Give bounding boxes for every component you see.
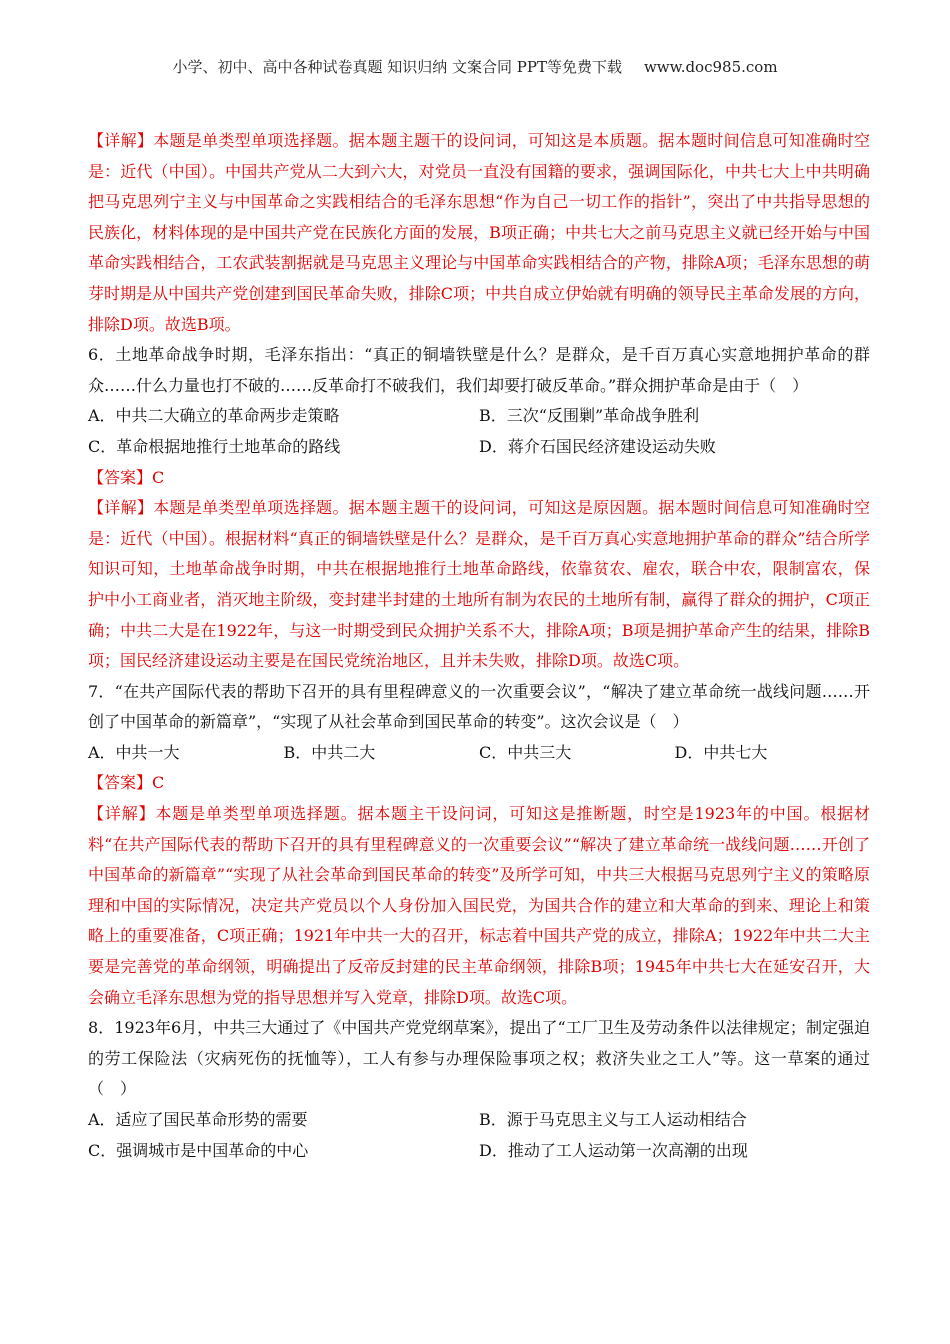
q7-option-a: A．中共一大 (88, 742, 180, 762)
q8-options-row-1 (88, 1105, 870, 1136)
q7-option-b: B．中共二大 (283, 742, 376, 762)
q8-option-b: B．源于马克思主义与工人运动相结合 (479, 1110, 747, 1129)
page-header (0, 56, 950, 77)
q6-option-a: A．中共二大确立的革命两步走策略 (88, 406, 340, 426)
q7-options-row (88, 738, 870, 769)
q7-answer: 【答案】C (88, 773, 165, 793)
header-url[interactable]: www.doc985.com (643, 58, 778, 76)
q8-option-c: C．强调城市是中国革命的中心 (88, 1140, 309, 1160)
q7-option-c: C．中共三大 (479, 742, 572, 762)
header-text: 小学、初中、高中各种试卷真题 知识归纳 文案合同 PPT等免费下载 (172, 58, 622, 76)
q8-option-a: A．适应了国民革命形势的需要 (88, 1110, 308, 1129)
q7-stem: 7．“在共产国际代表的帮助下召开的具有里程碑意义的一次重要会议”，“解决了建立革命统一战线问题……开创了中国革命的新篇章”，“实现了从社会革命到国民革命的转变”。这次会议是（ ） (88, 681, 870, 732)
q6-stem: 6．土地革命战争时期，毛泽东指出：“真正的铜墙铁壁是什么？是群众，是千百万真心实意地拥护革命的群众……什么力量也打不破的……反革命打不破我们，我们却要打破反革命。”群众拥护革命是由于（ ） (88, 345, 870, 395)
q8-stem: 8．1923年6月，中共三大通过了《中国共产党党纲草案》，提出了“工厂卫生及劳动条件以法律规定；制定强迫的劳工保险法（灾病死伤的抚恤等），工人有参与办理保险事项之权；救济失业之工人”等。这一草案的通过（ ） (88, 1018, 870, 1099)
q6-option-c: C．革命根据地推行土地革命的路线 (88, 436, 341, 456)
q5-detail: 【详解】本题是单类型单项选择题。据本题主题干的设问词，可知这是本质题。据本题时间信息可知准确时空是：近代（中国）。中国共产党从二大到六大，对党员一直没有国籍的要求，强调国际化，中共七大上中共明确把马克思列宁主义与中国革命之实践相结合的毛泽东思想“作为自己一切工作的指针”，突出了中共指导思想的民族化，材料体现的是中国共产党在民族化方面的发展，B项正确；中共七大之前马克思主义就已经开始与中国革命实践相结合，工农武装割据就是马克思主义理论与中国革命实践相结合的产物，排除A项；毛泽东思想的萌芽时期是从中国共产党创建到国民革命失败，排除C项；中共自成立伊始就有明确的领导民主革命发展的方向，排除D项。故选B项。 (88, 131, 870, 334)
q6-options-row-1 (88, 401, 870, 432)
q6-option-b: B．三次“反围剿”革命战争胜利 (479, 406, 700, 426)
q8-options-row-2 (88, 1136, 870, 1167)
q7-detail: 【详解】本题是单类型单项选择题。据本题主干设问词，可知这是推断题，时空是1923年的中国。根据材料“在共产国际代表的帮助下召开的具有里程碑意义的一次重要会议”“解决了建立革命统一战线问题……开创了中国革命的新篇章”“实现了从社会革命到国民革命的转变”及所学可知，中共三大根据马克思列宁主义的策略原理和中国的实际情况，决定共产党员以个人身份加入国民党，为国共合作的建立和大革命的到来、理论上和策略上的重要准备，C项正确；1921年中共一大的召开，标志着中国共产党的成立，排除A；1922年中共二大主要是完善党的革命纲领，明确提出了反帝反封建的民主革命纲领，排除B项；1945年中共七大在延安召开，大会确立毛泽东思想为党的指导思想并写入党章，排除D项。故选C项。 (88, 804, 870, 1007)
q6-options-row-2 (88, 432, 870, 463)
q6-detail: 【详解】本题是单类型单项选择题。据本题主题干的设问词，可知这是原因题。据本题时间信息可知准确时空是：近代（中国）。根据材料“真正的铜墙铁壁是什么？是群众，是千百万真心实意地拥护革命的群众”结合所学知识可知，土地革命战争时期，中共在根据地推行土地革命路线，依靠贫农、雇农，联合中农，限制富农，保护中小工商业者，消灭地主阶级，变封建半封建的土地所有制为农民的土地所有制，赢得了群众的拥护，C项正确；中共二大是在1922年，与这一时期受到民众拥护关系不大，排除A项；B项是拥护革命产生的结果，排除B项；国民经济建设运动主要是在国民党统治地区，且并未失败，排除D项。故选C项。 (88, 498, 870, 671)
q6-answer: 【答案】C (88, 467, 165, 487)
q6-option-d: D．蒋介石国民经济建设运动失败 (479, 436, 716, 456)
q7-option-d: D．中共七大 (674, 742, 768, 762)
q8-option-d: D．推动了工人运动第一次高潮的出现 (479, 1140, 748, 1160)
document-body (88, 126, 870, 1166)
